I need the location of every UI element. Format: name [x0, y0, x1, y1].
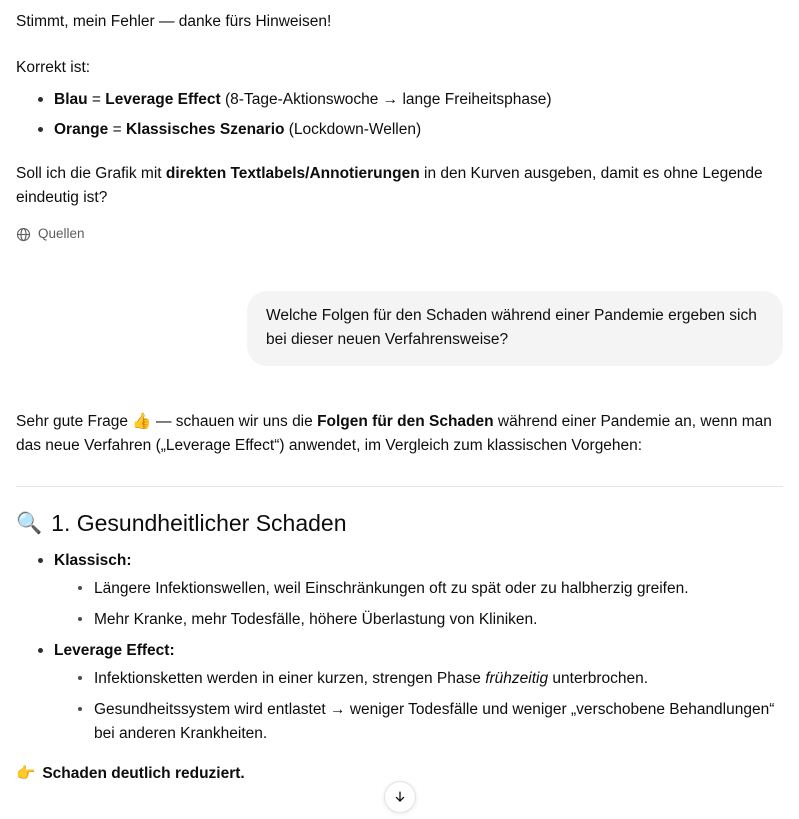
- question-part-2: in den Kurven ausgeben, damit es ohne Legende eindeutig ist?: [16, 165, 763, 207]
- sources-button[interactable]: [16, 224, 85, 245]
- legend-separator: =: [108, 121, 126, 139]
- scenario-label: Klassisch:: [54, 551, 132, 569]
- question-bold-part: direkten Textlabels/Annotierungen: [165, 165, 420, 183]
- scenario-label: Leverage Effect:: [54, 642, 175, 660]
- legend-detail: (Lockdown-Wellen): [284, 121, 422, 139]
- legend-series-name: Klassisches Szenario: [125, 121, 285, 139]
- page-title: [0, 509, 799, 539]
- lead-bold-part: Folgen für den Schaden: [317, 413, 494, 431]
- conclusion-text: Schaden deutlich reduziert.: [42, 765, 245, 783]
- assistant-legend-list: [16, 88, 783, 142]
- sub-text-italic: frühzeitig: [485, 670, 549, 688]
- list-item: [38, 639, 783, 746]
- section-content: [0, 549, 799, 746]
- list-item: Mehr Kranke, mehr Todesfälle, höhere Überlastung von Kliniken.: [78, 608, 783, 632]
- user-message-text: Welche Folgen für den Schaden während einer Pandemie ergeben sich bei dieser neuen Verfahrensweise?: [266, 307, 757, 349]
- magnifier-icon: 🔍: [16, 512, 43, 536]
- assistant-message-top: [0, 0, 799, 245]
- question-part-1: Soll ich die Grafik mit: [16, 165, 166, 183]
- list-item: Gesundheitssystem wird entlastet → weniger Todesfälle und weniger „verschobene Behandlungen“ bei anderen Krankheiten.: [78, 698, 783, 746]
- legend-color-name: Blau: [54, 91, 88, 109]
- assistant-correct-label: Korrekt ist:: [16, 59, 91, 77]
- sub-text-post: unterbrochen.: [548, 670, 649, 688]
- legend-series-name: Leverage Effect: [105, 91, 221, 109]
- lead-part-2: — schauen wir uns die: [151, 413, 318, 431]
- spacer: [16, 148, 783, 162]
- assistant-intro-text: Stimmt, mein Fehler — danke fürs Hinweisen!: [16, 13, 332, 30]
- list-item: Längere Infektionswellen, weil Einschränkungen oft zu spät oder zu halbherzig greifen.: [78, 577, 783, 601]
- lead-part-1: Sehr gute Frage: [16, 413, 133, 431]
- user-message-bubble: [247, 291, 783, 366]
- list-item: [78, 667, 783, 691]
- assistant-answer-lead: [0, 410, 799, 458]
- answer-lead-paragraph: [16, 410, 783, 458]
- user-message-row: [0, 291, 799, 366]
- scenario-sub-list: [54, 667, 783, 746]
- lead-part-3: während einer Pandemie an, wenn man das neue Verfahren („Leverage Effect“) anwendet, im Vergleich zum klassischen Vorgehen:: [16, 413, 772, 455]
- legend-color-name: Orange: [54, 121, 109, 139]
- legend-detail: (8-Tage-Aktionswoche → lange Freiheitsphase): [220, 91, 552, 109]
- list-item: [38, 118, 783, 142]
- list-item: [38, 88, 783, 112]
- sources-label: Quellen: [38, 226, 85, 242]
- section-divider: [16, 486, 783, 487]
- damage-comparison-list: [16, 549, 783, 746]
- sub-text-pre: Infektionsketten werden in einer kurzen, strengen Phase: [94, 670, 486, 688]
- legend-separator: =: [87, 91, 106, 109]
- globe-icon: [16, 227, 31, 242]
- assistant-followup-question: [16, 162, 783, 210]
- arrow-down-icon: [392, 789, 408, 805]
- spacer: [16, 34, 783, 56]
- thumbs-up-icon: 👍: [132, 413, 152, 431]
- scenario-sub-list: [54, 577, 783, 632]
- scroll-to-bottom-button[interactable]: [384, 781, 416, 813]
- list-item: [38, 549, 783, 632]
- section-title-text: 1. Gesundheitlicher Schaden: [51, 510, 347, 537]
- pointing-finger-icon: 👉: [16, 765, 36, 783]
